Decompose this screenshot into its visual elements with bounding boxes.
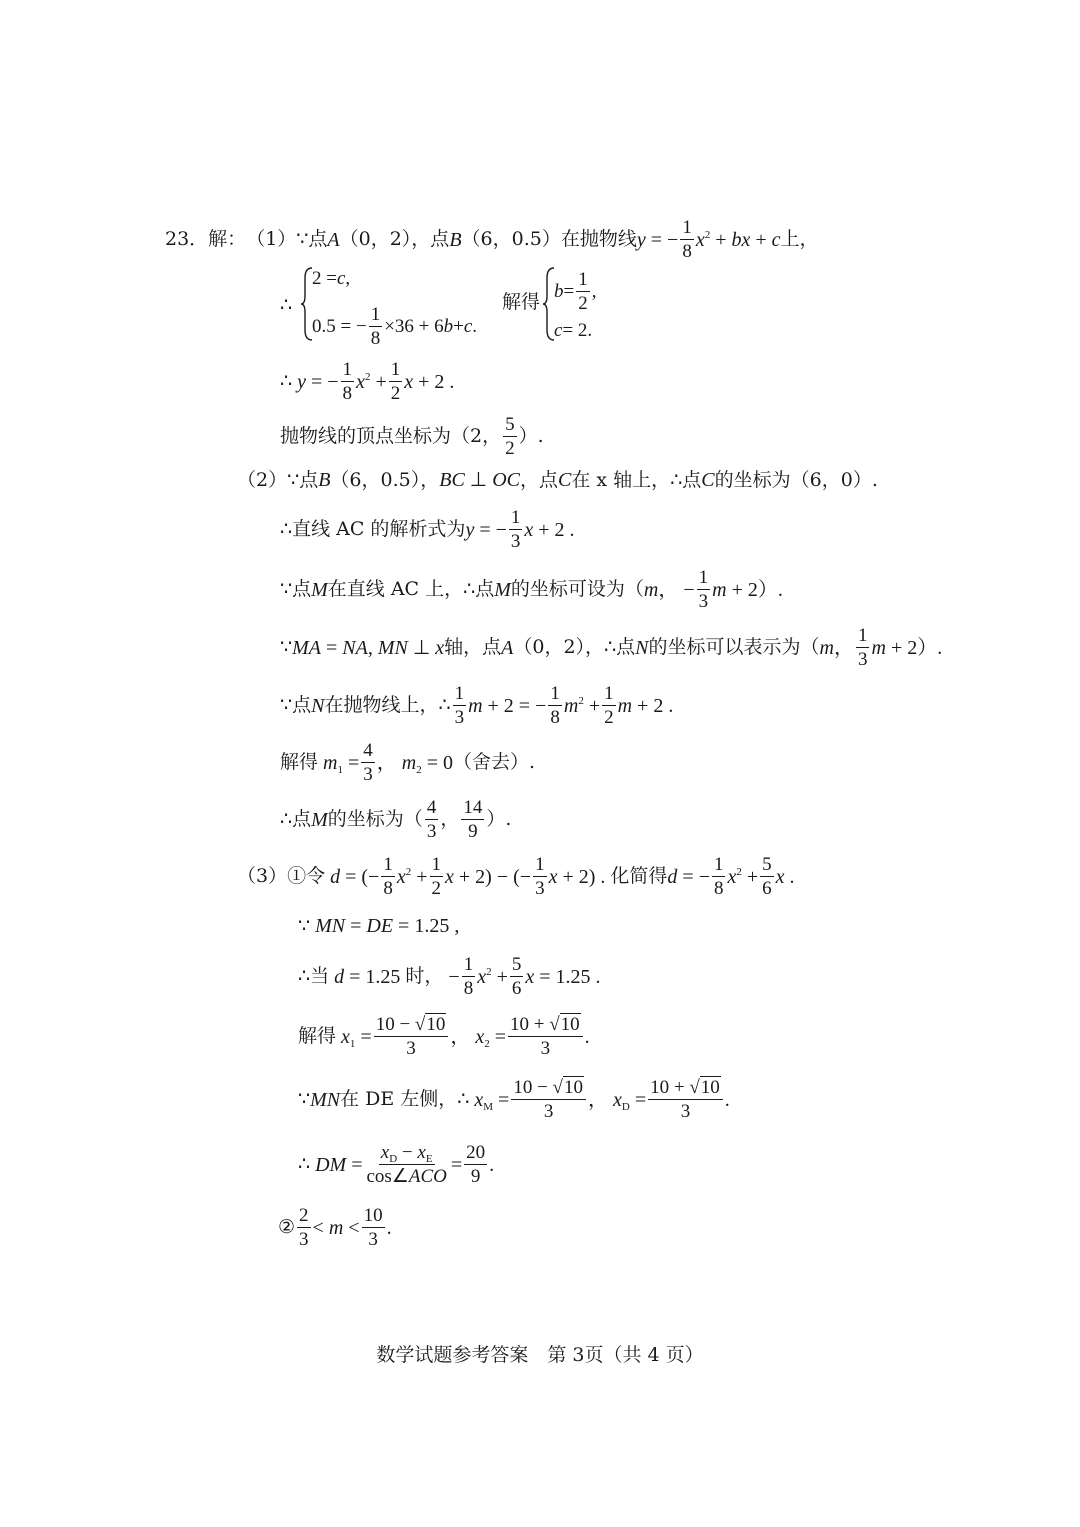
when-d: ∴ 当 d = 1.25 时， − $\frac{1}{8}$ $x^2$ + $\frac{5}{6}$ x = 1.25 . bbox=[298, 954, 601, 999]
solve-x: 解得 $x_1$ = $\frac{10 - √10}{3}$ ， $x_2$ = $\frac{10 + √10}{3}$ . bbox=[298, 1014, 590, 1059]
part-3-label: （3） bbox=[237, 865, 288, 887]
mn-left-de: ∵ MN 在 DE 左侧， ∴ $x_M$ = $\frac{10 - √10}{3}$ ， $x_D$ = $\frac{10 + √10}{3}$ . bbox=[298, 1077, 730, 1122]
page-footer: 数学试题参考答案 第 3页（共 4 页） bbox=[376, 1344, 704, 1366]
line-ac: ∴ 直线 AC 的解析式为 y = − $\frac{1}{3}$ x + 2 . bbox=[280, 507, 575, 552]
point-m-coord: ∴ 点 M 的坐标为 （ $\frac{4}{3}$ ， $\frac{14}{9}$ ）. bbox=[280, 797, 512, 842]
solve-m: 解得 $m_1$ = $\frac{4}{3}$ ， $m_2 = 0$ （舍去）. bbox=[280, 740, 536, 785]
eq2: 0.5 = − $\frac{1}{8}$ ×36 + 6 b + c . bbox=[312, 304, 478, 349]
solve-label-1: 解得 bbox=[502, 291, 541, 313]
eq1: 2 = c , bbox=[312, 268, 351, 289]
problem-number: 23．解： bbox=[165, 228, 247, 250]
point-m-set: ∵ 点 M 在直线 AC 上， ∴ 点 M 的坐标可设为（ m， − $\frac{1}{3}$ m + 2）. bbox=[280, 567, 783, 612]
part3-line1: （3） ①令 d = (− $\frac{1}{8}$ $x^2$ + $\frac{1}{2}$ x + 2) − (− $\frac{1}{3}$ x + 2) . 化简得 d = − $\frac{1}{8}$ $x^2$ + $\frac{5}{6}$ x . bbox=[237, 854, 795, 899]
point-n-express: ∵ MA = NA, MN ⊥ x 轴，点 A （0，2）， ∴ 点 N 的坐标可以表示为（ m， $\frac{1}{3}$ m + 2）. bbox=[280, 625, 943, 670]
q2-label: ② bbox=[278, 1216, 296, 1238]
part-2-label: （2） bbox=[237, 468, 288, 491]
vertex-line: 抛物线的顶点坐标为（2， $\frac{5}{2}$ ）. bbox=[280, 414, 544, 459]
dm-result: ∴ DM = $\frac{x_D - x_E}{\text{cos∠ACO}}$ = $\frac{20}{9}$ . bbox=[298, 1142, 495, 1187]
part3-q2: ② $\frac{2}{3}$ < m < $\frac{10}{3}$ . bbox=[278, 1205, 392, 1250]
therefore-system: ∴ bbox=[280, 294, 293, 316]
parabola-expr: ∴ y = − $\frac{1}{8}$ $x^2$ + $\frac{1}{2}$ x + 2 . bbox=[280, 359, 455, 404]
sol-c: c = 2. bbox=[554, 320, 593, 341]
line-23-intro: 23．解： （1） ∵ 点 A （0，2）， 点 B （6，0.5） 在抛物线 y = − $\frac{1}{8}$ $x^2$ + bx + c 上， bbox=[165, 217, 819, 262]
part2-line1: （2） ∵ 点 B （6，0.5）， BC ⊥ OC ， 点 C 在 x 轴上， ∴ 点 C 的坐标为 （6，0）. bbox=[237, 468, 878, 491]
mn-de: ∵ MN = DE = 1.25 , bbox=[298, 914, 460, 937]
part-1-label: （1） bbox=[246, 228, 297, 250]
n-on-parabola: ∵ 点 N 在抛物线上， ∴ $\frac{1}{3}$ m + 2 = − $\frac{1}{8}$ $m^2$ + $\frac{1}{2}$ m + 2 . bbox=[280, 683, 674, 728]
sol-b: b = $\frac{1}{2}$ , bbox=[554, 269, 597, 314]
